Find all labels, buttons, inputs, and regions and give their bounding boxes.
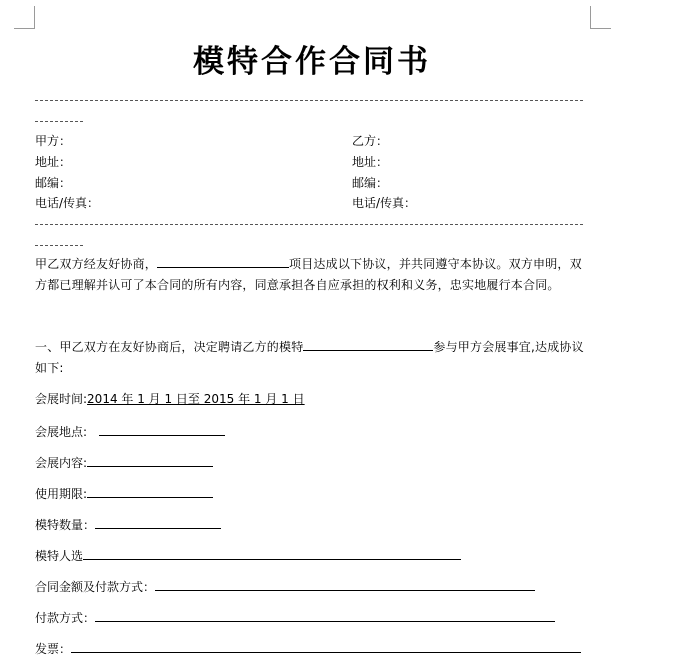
exhibition-content-label: 会展内容: xyxy=(35,456,88,470)
usage-period-row xyxy=(35,485,213,501)
intro-text-1: 甲乙双方经友好协商， xyxy=(35,257,158,271)
party-a-address: 地址： xyxy=(35,155,72,169)
project-name-blank[interactable] xyxy=(157,255,289,268)
clause-1-text-2: 参与甲方会展事宜,达成协议如下: xyxy=(35,340,584,375)
clause-1-text-1: 一、甲乙双方在友好协商后，决定聘请乙方的模特 xyxy=(35,340,304,354)
exhibition-time-value: 2014 年 1 月 1 日至 2015 年 1 月 1 日 xyxy=(87,392,305,406)
crop-mark-top-right xyxy=(590,6,611,29)
model-count-row xyxy=(35,516,221,532)
separator-line-2 xyxy=(35,224,583,225)
exhibition-place-row xyxy=(35,423,225,439)
party-b-label: 乙方： xyxy=(352,134,389,148)
model-selection-blank[interactable] xyxy=(83,547,461,560)
separator-line-1 xyxy=(35,100,583,101)
usage-period-blank[interactable] xyxy=(87,485,213,498)
amount-payment-blank[interactable] xyxy=(155,578,535,591)
amount-payment-row xyxy=(35,578,535,594)
usage-period-label: 使用期限: xyxy=(35,487,88,501)
party-b-postcode: 邮编： xyxy=(352,176,389,190)
separator-line-1-tail xyxy=(35,121,83,122)
payment-method-label: 付款方式： xyxy=(35,611,96,625)
invoice-label: 发票： xyxy=(35,642,72,656)
crop-mark-top-left xyxy=(14,6,35,29)
party-b-address: 地址： xyxy=(352,155,389,169)
party-a-phone-fax: 电话/传真： xyxy=(35,196,100,210)
exhibition-content-row xyxy=(35,454,213,470)
exhibition-content-blank[interactable] xyxy=(87,454,213,467)
exhibition-place-label: 会展地点: xyxy=(35,425,88,439)
separator-line-2-tail xyxy=(35,245,83,246)
party-b-phone-fax: 电话/传真： xyxy=(352,196,417,210)
exhibition-time-label: 会展时间: xyxy=(35,392,88,406)
invoice-blank[interactable] xyxy=(71,640,581,653)
payment-method-blank[interactable] xyxy=(95,609,555,622)
model-agency-blank[interactable] xyxy=(303,338,433,351)
invoice-row xyxy=(35,640,581,656)
party-a-postcode: 邮编： xyxy=(35,176,72,190)
model-count-label: 模特数量： xyxy=(35,518,96,532)
model-count-blank[interactable] xyxy=(95,516,221,529)
document-title: 模特合作合同书 xyxy=(193,44,431,80)
clause-1-paragraph xyxy=(35,337,587,379)
exhibition-time-row xyxy=(35,392,305,406)
intro-text-2: 项目达成以下协议，并共同遵守本协议。双方申明，双方都已理解并认可了本合同的所有内容，同意承担各自应承担的权利和义务，忠实地履行本合同。 xyxy=(35,257,582,292)
model-selection-label: 模特人选 xyxy=(35,549,84,563)
intro-paragraph xyxy=(35,254,587,296)
payment-method-row xyxy=(35,609,555,625)
exhibition-place-blank[interactable] xyxy=(99,423,225,436)
model-selection-row xyxy=(35,547,461,563)
party-a-label: 甲方： xyxy=(35,134,72,148)
amount-payment-label: 合同金额及付款方式： xyxy=(35,580,156,594)
